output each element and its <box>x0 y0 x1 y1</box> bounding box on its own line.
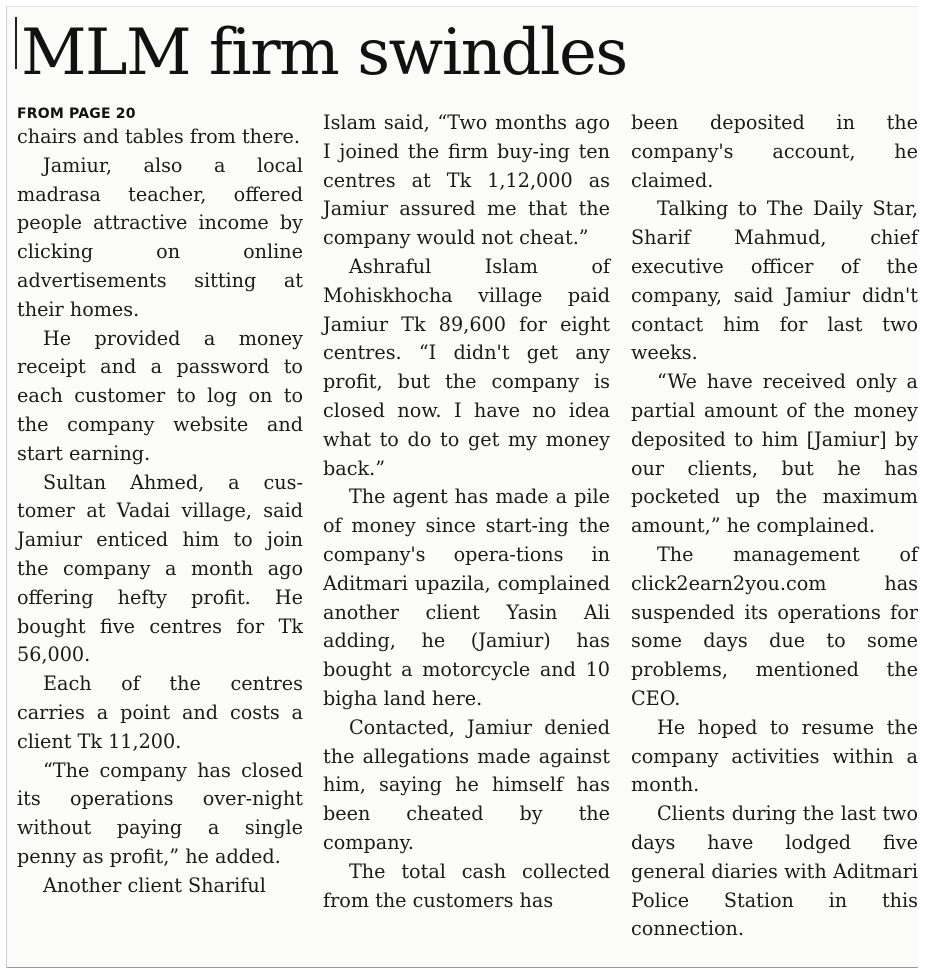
article-paragraph: Talking to The Daily Star, Sharif Mahmud, chief executive officer of the company, said Jamiur didn't contact him for last two weeks. <box>631 197 918 365</box>
column-1-paragraphs <box>17 123 303 901</box>
column-3-paragraphs <box>631 109 918 944</box>
column-rule <box>15 17 17 69</box>
article-paragraph: The total cash collected from the customers has <box>323 859 610 912</box>
continuation-kicker: FROM PAGE 20 <box>17 106 136 122</box>
newspaper-clipping <box>6 6 918 968</box>
article-paragraph: Another client Shariful <box>43 873 266 897</box>
article-column-1 <box>17 105 303 901</box>
article-paragraph: Each of the centres carries a point and costs a client Tk 11,200. <box>17 672 303 753</box>
article-column-3 <box>631 109 918 944</box>
article-paragraph: Contacted, Jamiur denied the allegations made against him, saying he himself has been cheated by the company. <box>323 715 610 854</box>
article-paragraph: He hoped to resume the company activities within a month. <box>631 715 918 797</box>
article-paragraph: Ashraful Islam of Mohiskhocha village paid Jamiur Tk 89,600 for eight centres. “I didn't get any profit, but the company is closed now. I have no idea what to do to get my money back.” <box>323 254 610 480</box>
article-paragraph: Clients during the last two days have lodged five general diaries with Aditmari Police Station in this connection. <box>631 802 918 941</box>
article-paragraph: The agent has made a pile of money since start-ing the company's opera-tions in Aditmari upazila, complained another client Yasin Ali adding, he (Jamiur) has bought a motorcycle and 10 bigha land here. <box>323 485 610 710</box>
article-paragraph: chairs and tables from there. <box>17 125 301 148</box>
article-paragraph: “We have received only a partial amount of the money deposited to him [Jamiur] by our clients, but he has pocketed up the maximum amount,” he complained. <box>631 370 918 538</box>
article-paragraph: Jamiur, also a local madrasa teacher, offered people attractive income by clicking on online advertisements sitting at their homes. <box>17 153 303 321</box>
article-paragraph: Sultan Ahmed, a cus-tomer at Vadai village, said Jamiur enticed him to join the company a month ago offering hefty profit. He bought five centres for Tk 56,000. <box>17 470 303 667</box>
article-column-2 <box>323 109 610 915</box>
headline: MLM firm swindles <box>21 16 627 90</box>
bottom-rule <box>7 967 918 968</box>
article-paragraph: The management of click2earn2you.com has suspended its operations for some days due to some problems, mentioned the CEO. <box>631 542 918 710</box>
article-paragraph: been deposited in the company's account, he claimed. <box>631 111 918 192</box>
column-2-paragraphs <box>323 109 610 915</box>
article-paragraph: “The company has closed its operations over-night without paying a single penny as profit,” he added. <box>17 758 303 868</box>
article-paragraph: Islam said, “Two months ago I joined the firm buy-ing ten centres at Tk 1,12,000 as Jamiur assured me that the company would not cheat.” <box>323 111 610 250</box>
article-paragraph: He provided a money receipt and a password to each customer to log on to the company website and start earning. <box>17 326 303 465</box>
